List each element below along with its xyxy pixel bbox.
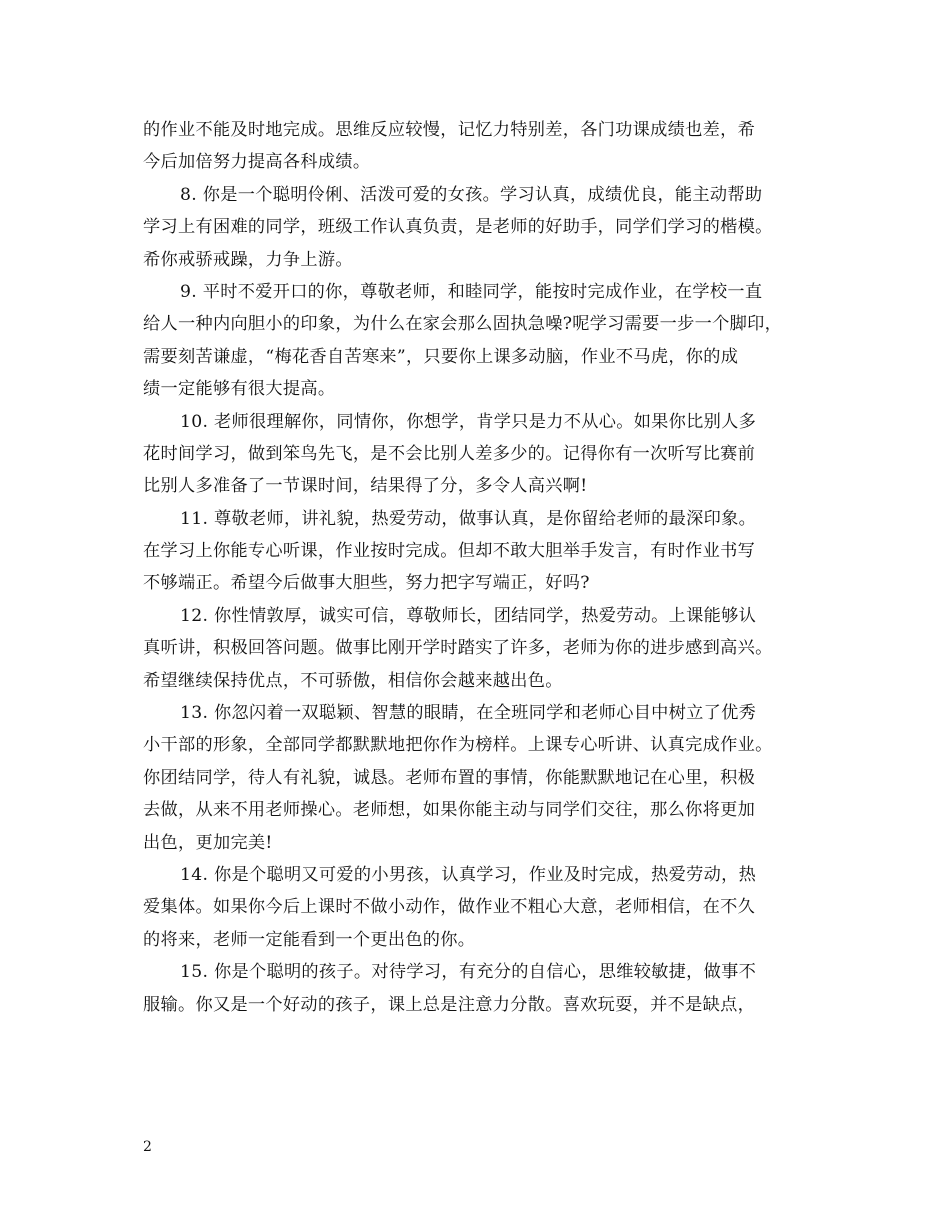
text-line: 你团结同学，待人有礼貌，诚恳。老师布置的事情，你能默默地记在心里，积极 (143, 767, 756, 788)
text-line: 去做，从来不用老师操心。老师想，如果你能主动与同学们交往，那么你将更加 (143, 800, 756, 821)
text-line: 比别人多准备了一节课时间，结果得了分，多令人高兴啊! (143, 476, 588, 497)
text-line: 花时间学习，做到笨鸟先飞，是不会比别人差多少的。记得你有一次听写比赛前 (143, 443, 756, 464)
text-line: 学习上有困难的同学，班级工作认真负责，是老师的好助手，同学们学习的楷模。 (143, 217, 773, 238)
text-line: 服输。你又是一个好动的孩子，课上总是注意力分散。喜欢玩耍，并不是缺点， (143, 994, 756, 1015)
text-line: 11. 尊敬老师，讲礼貌，热爱劳动，做事认真，是你留给老师的最深印象。 (180, 508, 757, 529)
text-line: 希望继续保持优点，不可骄傲，相信你会越来越出色。 (143, 670, 563, 691)
text-line: 14. 你是个聪明又可爱的小男孩，认真学习，作业及时完成，热爱劳动，热 (180, 864, 757, 885)
page-number: 2 (143, 1139, 152, 1155)
text-line: 的作业不能及时地完成。思维反应较慢，记忆力特别差，各门功课成绩也差，希 (143, 120, 756, 140)
text-line: 绩一定能够有很大提高。 (143, 379, 336, 400)
text-line: 需要刻苦谦虚，“梅花香自苦寒来”，只要你上课多动脑，作业不马虎，你的成 (143, 346, 739, 367)
text-line: 15. 你是个聪明的孩子。对待学习，有充分的自信心，思维较敏捷，做事不 (180, 962, 757, 983)
text-line: 今后加倍努力提高各科成绩。 (143, 152, 371, 173)
document-body (143, 114, 823, 1021)
text-line: 的将来，老师一定能看到一个更出色的你。 (143, 929, 476, 950)
text-line: 在学习上你能专心听课，作业按时完成。但却不敢大胆举手发言，有时作业书写 (143, 541, 756, 562)
text-line: 13. 你忽闪着一双聪颖、智慧的眼睛，在全班同学和老师心目中树立了优秀 (180, 703, 757, 724)
text-line: 8. 你是一个聪明伶俐、活泼可爱的女孩。学习认真，成绩优良，能主动帮助 (180, 184, 763, 205)
text-line: 希你戒骄戒躁，力争上游。 (143, 249, 353, 270)
text-line: 真听讲，积极回答问题。做事比刚开学时踏实了许多，老师为你的进步感到高兴。 (143, 638, 773, 659)
text-line: 9. 平时不爱开口的你，尊敬老师，和睦同学，能按时完成作业，在学校一直 (180, 281, 763, 302)
text-line: 给人一种内向胆小的印象，为什么在家会那么固执急噪?呢学习需要一步一个脚印， (143, 314, 783, 335)
text-line: 出色，更加完美! (143, 832, 273, 853)
text-line: 爱集体。如果你今后上课时不做小动作，做作业不粗心大意，老师相信，在不久 (143, 897, 756, 918)
text-line: 不够端正。希望今后做事大胆些，努力把字写端正，好吗? (143, 573, 590, 594)
text-line: 小干部的形象，全部同学都默默地把你作为榜样。上课专心听讲、认真完成作业。 (143, 735, 773, 756)
text-line: 10. 老师很理解你，同情你，你想学，肯学只是力不从心。如果你比别人多 (180, 411, 757, 432)
text-line: 12. 你性情敦厚，诚实可信，尊敬师长，团结同学，热爱劳动。上课能够认 (180, 605, 757, 626)
